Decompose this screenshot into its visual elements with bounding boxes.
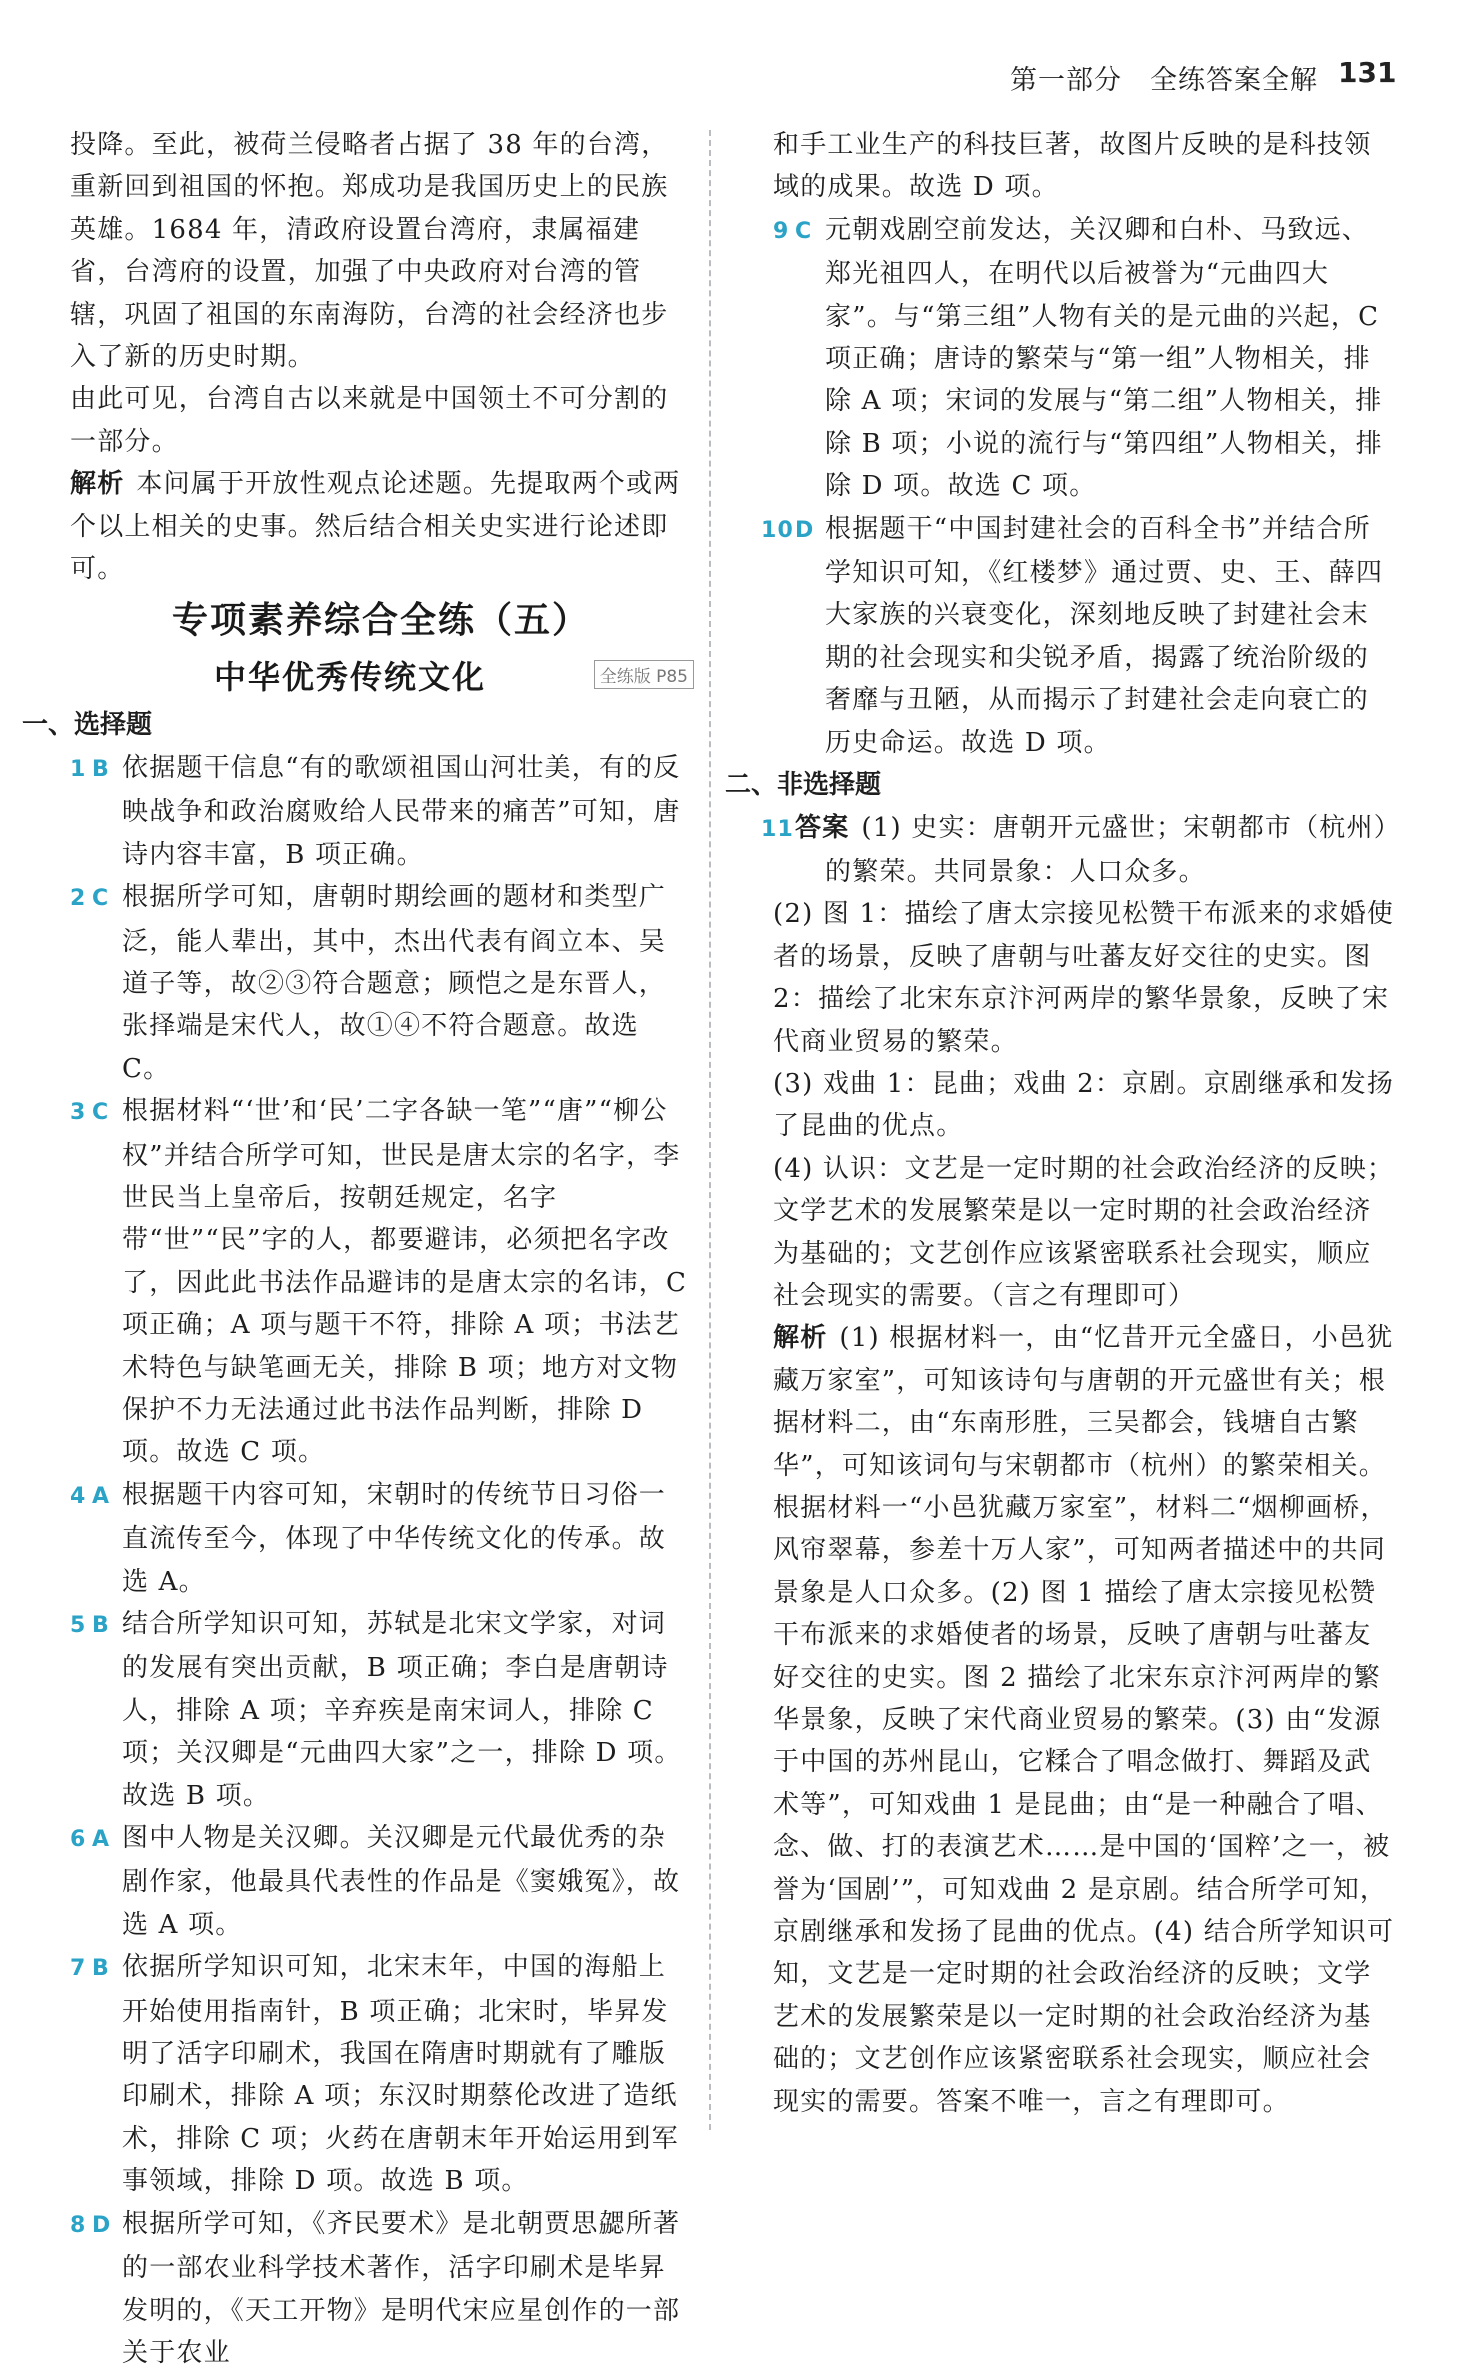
- question-item: [70, 1474, 692, 1603]
- answer-letter: D: [92, 2212, 112, 2238]
- question-number: 7: [70, 1956, 87, 1982]
- answer-letter: B: [92, 1613, 110, 1638]
- answer-tag: 答案: [795, 812, 850, 843]
- answer-part: (3) 戏曲 1：昆曲；戏曲 2：京剧。京剧继承和发扬了昆曲的优点。: [773, 1068, 1395, 1142]
- analysis-text: 本问属于开放性观点论述题。先提取两个或两个以上相关的史事。然后结合相关史实进行论述即可。: [70, 469, 681, 585]
- header-label: 第一部分 全练答案全解: [1010, 65, 1318, 96]
- answer-letter: C: [92, 886, 110, 912]
- question-explanation: 元朝戏剧空前发达，关汉卿和白朴、马致远、郑光祖四人，在明代以后被誉为“元曲四大家”。与“第三组”人物有关的是元曲的兴起，C 项正确；唐诗的繁荣与“第一组”人物相关，排除 A 项；宋词的发展与“第二组”人物相关，排除 B 项；小说的流行与“第四组”人物相关，排除 D 项。故选 C 项。: [825, 214, 1383, 502]
- mc-list: [70, 747, 692, 2374]
- analysis-paragraph: [773, 1317, 1395, 2123]
- intro-paragraph: 投降。至此，被荷兰侵略者占据了 38 年的台湾，重新回到祖国的怀抱。郑成功是我国历史上的民族英雄。1684 年，清政府设置台湾府，隶属福建省，台湾府的设置，加强了中央政府对台湾的管辖，巩固了祖国的东南海防，台湾的社会经济也步入了新的历史时期。: [70, 130, 669, 373]
- mc-heading: 一、选择题: [22, 710, 153, 741]
- intro-paragraph: 由此可见，台湾自古以来就是中国领土不可分割的一部分。: [70, 384, 669, 457]
- question-explanation: 依据题干信息“有的歌颂祖国山河壮美，有的反映战争和政治腐败给人民带来的痛苦”可知，唐诗内容丰富，B 项正确。: [122, 752, 681, 870]
- question-item: [70, 1603, 692, 1817]
- question-number: 3: [70, 1100, 87, 1126]
- question-explanation: 结合所学知识可知，苏轼是北宋文学家，对词的发展有突出贡献，B 项正确；李白是唐朝诗人，排除 A 项；辛弃疾是南宋词人，排除 C 项；关汉卿是“元曲四大家”之一，排除 D 项。故选 B 项。: [122, 1609, 682, 1811]
- question-item: [70, 1817, 692, 1946]
- question-number: 5: [70, 1613, 87, 1638]
- analysis-text: (1) 根据材料一，由“忆昔开元全盛日，小邑犹藏万家室”，可知该诗句与唐朝的开元盛世有关；根据材料二，由“东南形胜，三吴都会，钱塘自古繁华”，可知该词句与宋朝都市（杭州）的繁荣相关。根据材料一“小邑犹藏万家室”，材料二“烟柳画桥，风帘翠幕，参差十万人家”，可知两者描述中的共同景象是人口众多。(2) 图 1 描绘了唐太宗接见松赞干布派来的求婚使者的场景，反映了唐朝与吐蕃友好交往的史实。图 2 描绘了北宋东京汴河两岸的繁华景象，反映了宋代商业贸易的繁荣。(3) 由“发源于中国的苏州昆山，它糅合了唱念做打、舞蹈及武术等”，可知戏曲 1 是昆曲；由“是一种融合了唱、念、做、打的表演艺术……是中国的‘国粹’之一，被誉为‘国剧’”，可知戏曲 2 是京剧。结合所学可知，京剧继承和发扬了昆曲的优点。(4) 结合所学知识可知，文艺是一定时期的社会政治经济的反映；文学艺术的发展繁荣是以一定时期的社会政治经济为基础的；文艺创作应该紧密联系社会现实，顺应社会现实的需要。答案不唯一，言之有理即可。: [773, 1323, 1395, 2117]
- question-number: 10: [761, 517, 795, 543]
- answer-letter: A: [92, 1483, 111, 1509]
- question-item: [70, 747, 692, 876]
- question-explanation: 根据所学可知，唐朝时期绘画的题材和类型广泛，能人辈出，其中，杰出代表有阎立本、吴道子等，故②③符合题意；顾恺之是东晋人，张择端是宋代人，故①④不符合题意。故选 C。: [122, 882, 667, 1084]
- right-column: [725, 124, 1395, 2123]
- question-explanation: 根据材料“‘世’和‘民’二字各缺一笔”“唐”“柳公权”并结合所学可知，世民是唐太宗的名字，李世民当上皇帝后，按朝廷规定，名字带“世”“民”字的人，都要避讳，必须把名字改了，因此此书法作品避讳的是唐太宗的名讳，C 项正确；A 项与题干不符，排除 A 项；书法艺术特色与缺笔画无关，排除 B 项；地方对文物保护不力无法通过此书法作品判断，排除 D 项。故选 C 项。: [122, 1096, 688, 1468]
- section-title: 专项素养综合全练（五）: [171, 600, 590, 642]
- analysis-tag: 解析: [70, 469, 125, 500]
- answer-part: (2) 图 1：描绘了唐太宗接见松赞干布派来的求婚使者的场景，反映了唐朝与吐蕃友好交往的史实。图 2：描绘了北宋东京汴河两岸的繁华景象，反映了宋代商业贸易的繁荣。: [773, 899, 1395, 1057]
- analysis-paragraph: [70, 463, 692, 590]
- reference-badge: 全练版 P85: [594, 660, 694, 689]
- page-number: 131: [1338, 56, 1397, 89]
- question-number: 9: [773, 218, 790, 244]
- question-item: [70, 2203, 692, 2374]
- question-explanation: 依据所学知识可知，北宋末年，中国的海船上开始使用指南针，B 项正确；北宋时，毕昇发明了活字印刷术，我国在隋唐时期就有了雕版印刷术，排除 A 项；东汉时期蔡伦改进了造纸术，排除 C 项；火药在唐朝末年开始运用到军事领域，排除 D 项。故选 B 项。: [122, 1952, 679, 2197]
- answer-letter: A: [92, 1827, 111, 1853]
- section-subtitle: 中华优秀传统文化: [213, 658, 486, 697]
- answer-letter: D: [795, 517, 815, 543]
- question-number: 1: [70, 756, 87, 782]
- continued-text: 和手工业生产的科技巨著，故图片反映的是科技领域的成果。故选 D 项。: [773, 130, 1372, 203]
- question-explanation: 根据题干内容可知，宋朝时的传统节日习俗一直流传至今，体现了中华传统文化的传承。故选 A。: [122, 1479, 667, 1597]
- answer-part: (1) 史实：唐朝开元盛世；宋朝都市（杭州）的繁荣。共同景象：人口众多。: [825, 812, 1388, 887]
- non-mc-heading: 二、非选择题: [725, 770, 882, 801]
- question-item: [70, 1090, 692, 1474]
- answer-letter: C: [795, 218, 813, 244]
- question-explanation: 根据所学可知，《齐民要术》是北朝贾思勰所著的一部农业科学技术著作，活字印刷术是毕昇发明的，《天工开物》是明代宋应星创作的一部关于农业: [122, 2208, 681, 2368]
- subtitle-row: [70, 650, 692, 704]
- question-number: 6: [70, 1827, 87, 1853]
- answer-letter: B: [92, 756, 110, 782]
- question-number: 2: [70, 886, 87, 912]
- question-number: 11: [761, 816, 795, 842]
- question-item: [761, 508, 1395, 764]
- question-item: [773, 209, 1395, 508]
- question-item: [70, 1946, 692, 2202]
- question-explanation: 根据题干“中国封建社会的百科全书”并结合所学知识可知，《红楼梦》通过贾、史、王、薛四大家族的兴衰变化，深刻地反映了封建社会末期的社会现实和尖锐矛盾，揭露了统治阶级的奢靡与丑陋，从而揭示了封建社会走向衰亡的历史命运。故选 D 项。: [825, 513, 1384, 758]
- answer-part: (4) 认识：文艺是一定时期的社会政治经济的反映；文学艺术的发展繁荣是以一定时期的社会政治经济为基础的；文艺创作应该紧密联系社会现实，顺应社会现实的需要。（言之有理即可）: [773, 1153, 1395, 1311]
- column-divider: [709, 130, 711, 2130]
- answer-letter: C: [92, 1100, 110, 1126]
- answer-letter: B: [92, 1956, 110, 1982]
- question-item: [70, 876, 692, 1090]
- question-item: [761, 807, 1395, 894]
- question-explanation: 图中人物是关汉卿。关汉卿是元代最优秀的杂剧作家，他最具代表性的作品是《窦娥冤》，故选 A 项。: [122, 1823, 681, 1940]
- left-column: [22, 124, 692, 2374]
- question-number: 8: [70, 2212, 87, 2238]
- question-number: 4: [70, 1483, 87, 1509]
- analysis-tag: 解析: [773, 1323, 828, 1354]
